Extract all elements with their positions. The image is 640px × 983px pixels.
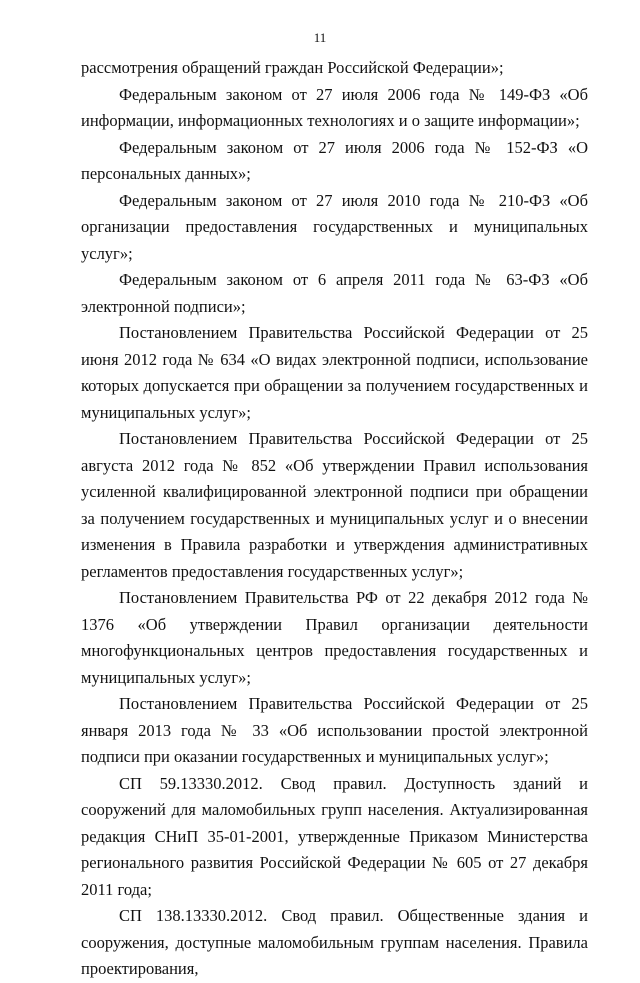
page-number: 11 — [313, 30, 327, 45]
document-body — [81, 55, 588, 983]
paragraph-resolution-33: Постановлением Правительства Российской Федерации от 25 января 2013 года № 33 «Об использовании простой электронной подписи при оказании государственных и муниципальных услуг»; — [81, 694, 588, 766]
paragraph-continuation: рассмотрения обращений граждан Российской Федерации»; — [81, 58, 504, 77]
paragraph-resolution-634: Постановлением Правительства Российской Федерации от 25 июня 2012 года № 634 «О видах электронной подписи, использование которых допускается при обращении за получением государственных и муниципальных услуг»; — [81, 323, 588, 422]
paragraph-law-149fz: Федеральным законом от 27 июля 2006 года № 149-ФЗ «Об информации, информационных технологиях и о защите информации»; — [81, 84, 588, 130]
paragraph-law-152fz: Федеральным законом от 27 июля 2006 года № 152-ФЗ «О персональных данных»; — [81, 137, 588, 183]
paragraph-resolution-1376: Постановлением Правительства РФ от 22 декабря 2012 года № 1376 «Об утверждении Правил организации деятельности многофункциональных центров предоставления государственных и муниципальных услуг»; — [81, 588, 588, 687]
paragraph-resolution-852: Постановлением Правительства Российской Федерации от 25 августа 2012 года № 852 «Об утверждении Правил использования усиленной квалифицированной электронной подписи при обращении за получением государственных и муниципальных услуг и о внесении изменения в Правила разработки и утверждения административных регламентов предоставления государственных услуг»; — [81, 429, 588, 581]
paragraph-law-63fz: Федеральным законом от 6 апреля 2011 года № 63-ФЗ «Об электронной подписи»; — [81, 270, 588, 316]
paragraph-sp-138: СП 138.13330.2012. Свод правил. Общественные здания и сооружения, доступные маломобильным группам населения. Правила проектирования, — [81, 906, 588, 978]
paragraph-law-210fz: Федеральным законом от 27 июля 2010 года № 210-ФЗ «Об организации предоставления государственных и муниципальных услуг»; — [81, 190, 588, 263]
paragraph-sp-59: СП 59.13330.2012. Свод правил. Доступность зданий и сооружений для маломобильных групп населения. Актуализированная редакция СНиП 35-01-2001, утвержденные Приказом Министерства регионального развития Российской Федерации № 605 от 27 декабря 2011 года; — [81, 773, 588, 899]
